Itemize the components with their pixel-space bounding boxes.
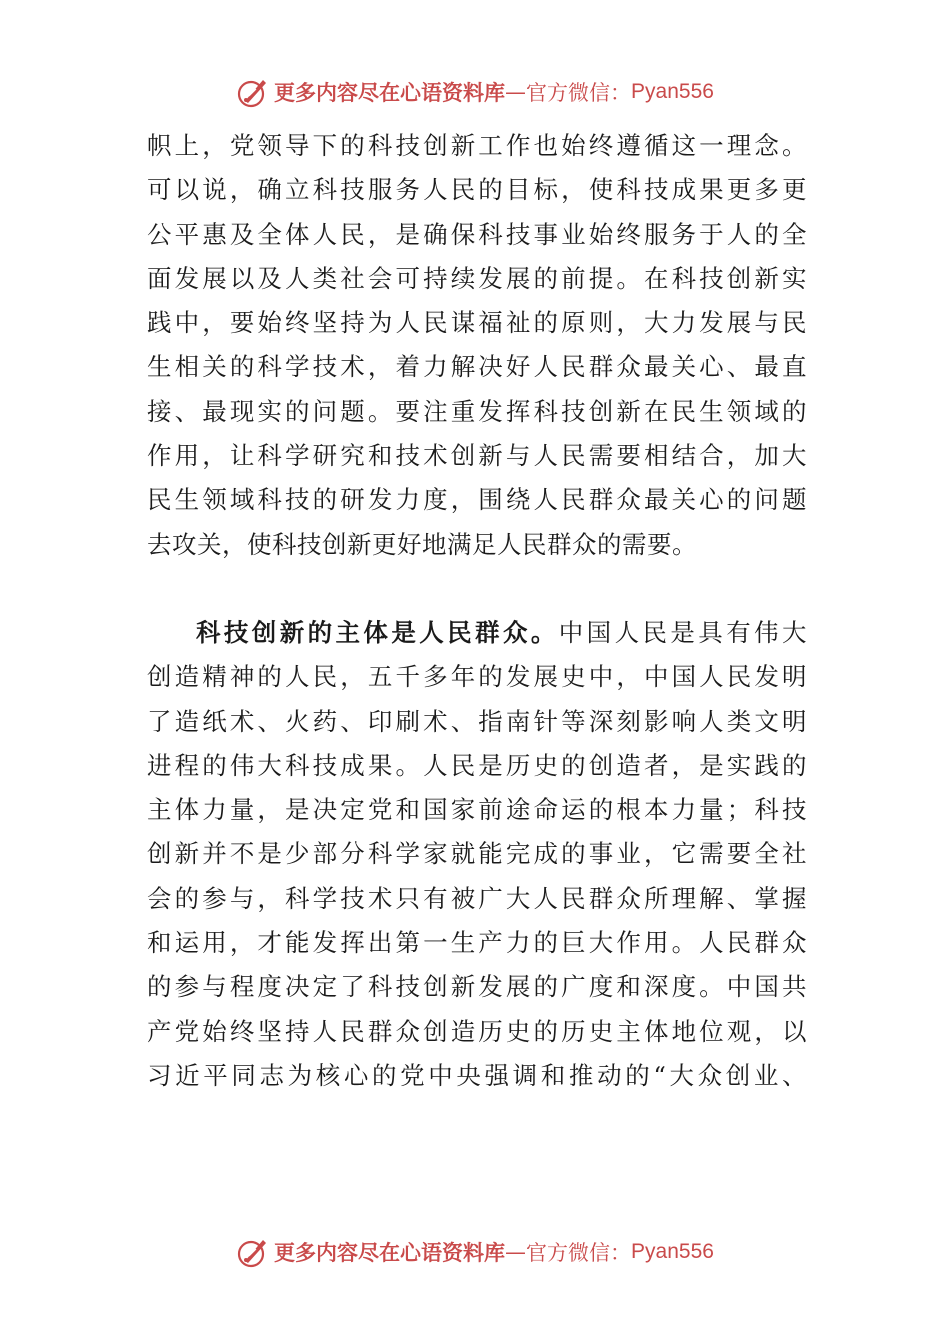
text-line-first [147,611,807,655]
text-line: 帜上，党领导下的科技创新工作也始终遵循这一理念。 [147,131,807,160]
text-line: 主体力量，是决定党和国家前途命运的根本力量；科技 [147,795,807,825]
first-line-rest: 中国人民是具有伟大 [558,617,808,647]
text-line: 创新并不是少部分科学家就能完成的事业，它需要全社 [147,839,807,869]
text-line: 和运用，才能发挥出第一生产力的巨大作用。人民群众 [147,928,807,958]
document-body [147,124,807,1098]
header-site-text: 更多内容尽在心语资料库 [274,80,506,105]
text-line: 生相关的科学技术，着力解决好人民群众最关心、最直 [147,352,807,382]
text-line: 习近平同志为核心的党中央强调和推动的“大众创业、 [147,1060,807,1090]
header-wechat-id: Pyan556 [631,80,714,103]
footer-dash: — [505,1240,527,1264]
text-line: 创造精神的人民，五千多年的发展史中，中国人民发明 [147,662,807,692]
quill-logo-icon [236,1235,270,1269]
text-line: 产党始终坚持人民群众创造历史的历史主体地位观，以 [147,1016,807,1046]
text-line: 可以说，确立科技服务人民的目标，使科技成果更多更 [147,175,807,205]
text-line: 会的参与，科学技术只有被广大人民群众所理解、掌握 [147,883,807,913]
text-line: 面发展以及人类社会可持续发展的前提。在科技创新实 [147,263,807,293]
text-line: 公平惠及全体人民，是确保科技事业始终服务于人的全 [147,219,807,249]
text-line: 民生领域科技的研发力度，围绕人民群众最关心的问题 [147,485,807,515]
header-wechat-label: 官方微信： [526,81,632,105]
footer-wechat-id: Pyan556 [631,1240,714,1263]
footer-watermark [0,1232,950,1272]
text-line: 作用，让科学研究和技术创新与人民需要相结合，加大 [147,441,807,471]
paragraph-gap [147,567,807,611]
text-line: 的参与程度决定了科技创新发展的广度和深度。中国共 [147,972,807,1002]
text-line: 去攻关，使科技创新更好地满足人民群众的需要。 [147,529,697,559]
header-watermark [0,72,950,112]
quill-logo-icon [236,75,270,109]
paragraph-2 [147,611,807,1098]
footer-site-text: 更多内容尽在心语资料库 [274,1240,506,1265]
text-line: 接、最现实的问题。要注重发挥科技创新在民生领域的 [147,396,807,426]
paragraph-heading: 科技创新的主体是人民群众。 [196,617,559,647]
text-line: 进程的伟大科技成果。人民是历史的创造者，是实践的 [147,750,807,780]
footer-wechat-label: 官方微信： [526,1241,632,1265]
paragraph-1 [147,124,807,567]
header-dash: — [505,80,527,104]
text-line: 了造纸术、火药、印刷术、指南针等深刻影响人类文明 [147,706,807,736]
text-line: 践中，要始终坚持为人民谋福祉的原则，大力发展与民 [147,308,807,338]
